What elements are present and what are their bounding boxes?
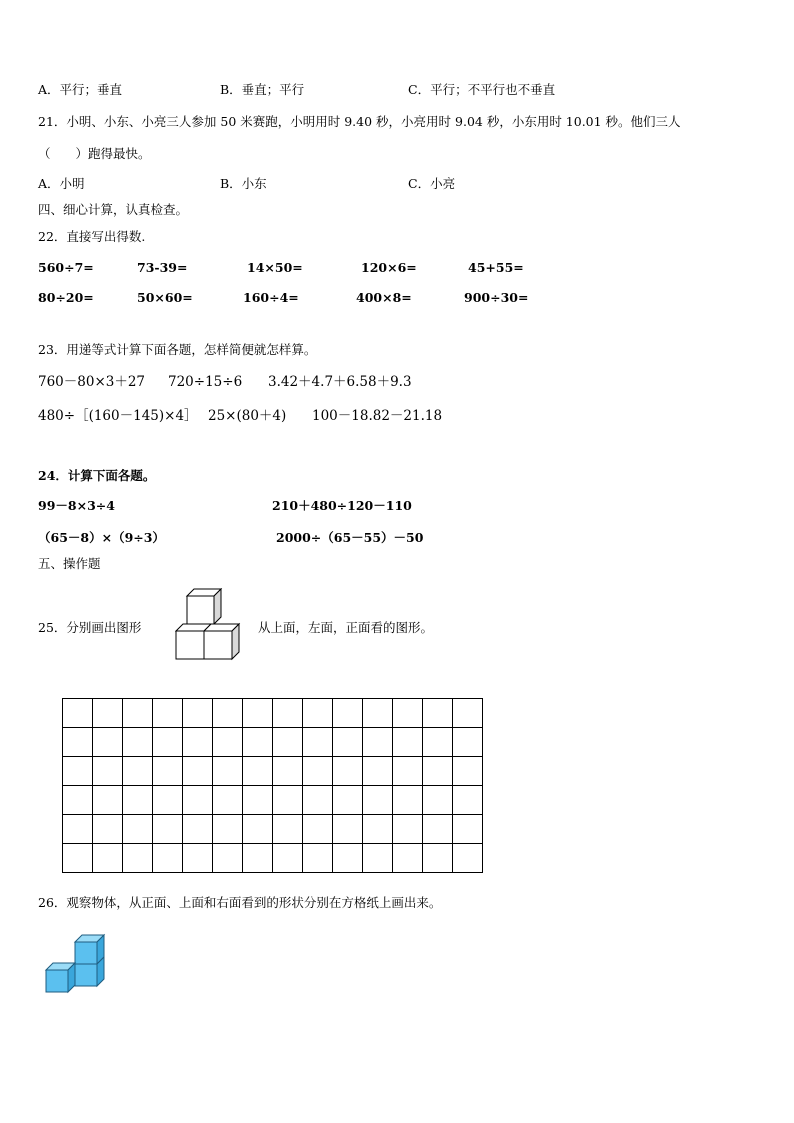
- q22-item: 900÷30=: [464, 290, 529, 305]
- grid-cell[interactable]: [153, 786, 183, 815]
- grid-cell[interactable]: [243, 844, 273, 873]
- grid-row: [63, 728, 483, 757]
- grid-cell[interactable]: [93, 699, 123, 728]
- grid-cell[interactable]: [213, 786, 243, 815]
- q20-option-a: A．平行；垂直: [38, 82, 123, 97]
- q22-item: 73-39=: [137, 260, 188, 275]
- grid-cell[interactable]: [393, 728, 423, 757]
- grid-cell[interactable]: [423, 757, 453, 786]
- grid-cell[interactable]: [153, 815, 183, 844]
- q23-item: 3.42＋4.7＋6.58＋9.3: [268, 374, 412, 390]
- grid-cell[interactable]: [333, 728, 363, 757]
- grid-cell[interactable]: [183, 757, 213, 786]
- grid-cell[interactable]: [63, 844, 93, 873]
- grid-cell[interactable]: [63, 699, 93, 728]
- q21-option-a: A．小明: [38, 176, 85, 191]
- grid-cell[interactable]: [213, 699, 243, 728]
- grid-cell[interactable]: [183, 815, 213, 844]
- grid-row: [63, 786, 483, 815]
- grid-cell[interactable]: [63, 815, 93, 844]
- grid-cell[interactable]: [453, 757, 483, 786]
- grid-cell[interactable]: [333, 844, 363, 873]
- grid-cell[interactable]: [453, 786, 483, 815]
- grid-cell[interactable]: [153, 728, 183, 757]
- grid-cell[interactable]: [393, 757, 423, 786]
- q23-item: 760－80×3＋27: [38, 374, 146, 390]
- grid-cell[interactable]: [243, 815, 273, 844]
- section-4-heading: 四、细心计算，认真检查。: [38, 202, 189, 217]
- grid-cell[interactable]: [213, 757, 243, 786]
- grid-cell[interactable]: [183, 844, 213, 873]
- grid-cell[interactable]: [123, 786, 153, 815]
- grid-cell[interactable]: [243, 699, 273, 728]
- grid-cell[interactable]: [423, 786, 453, 815]
- q22-item: 560÷7=: [38, 260, 94, 275]
- drawing-grid[interactable]: [62, 698, 483, 873]
- grid-cell[interactable]: [63, 786, 93, 815]
- grid-cell[interactable]: [303, 844, 333, 873]
- q22-item: 160÷4=: [243, 290, 299, 305]
- grid-cell[interactable]: [363, 786, 393, 815]
- grid-cell[interactable]: [93, 786, 123, 815]
- grid-cell[interactable]: [63, 757, 93, 786]
- grid-cell[interactable]: [183, 728, 213, 757]
- q20-option-c: C．平行；不平行也不垂直: [408, 82, 556, 97]
- grid-cell[interactable]: [303, 815, 333, 844]
- q24-title: 24．计算下面各题。: [38, 468, 156, 483]
- q22-title: 22．直接写出得数.: [38, 229, 146, 244]
- q24-item: （65－8）×（9÷3）: [38, 530, 165, 545]
- grid-cell[interactable]: [423, 844, 453, 873]
- grid-cell[interactable]: [423, 815, 453, 844]
- q23-title: 23．用递等式计算下面各题，怎样简便就怎样算。: [38, 342, 317, 357]
- grid-cell[interactable]: [453, 728, 483, 757]
- section-5-heading: 五、操作题: [38, 556, 101, 571]
- q22-item: 14×50=: [247, 260, 303, 275]
- q21-text-line2: （ ）跑得最快。: [38, 146, 151, 161]
- grid-cell[interactable]: [123, 815, 153, 844]
- q24-item: 99－8×3÷4: [38, 498, 115, 513]
- grid-cell[interactable]: [273, 728, 303, 757]
- grid-cell[interactable]: [93, 815, 123, 844]
- q23-item: 720÷15÷6: [168, 374, 243, 390]
- grid-cell[interactable]: [213, 844, 243, 873]
- grid-cell[interactable]: [333, 699, 363, 728]
- grid-cell[interactable]: [273, 699, 303, 728]
- q21-option-b: B．小东: [220, 176, 267, 191]
- grid-cell[interactable]: [453, 699, 483, 728]
- q25-prefix: 25．分别画出图形: [38, 620, 142, 635]
- q26-blue-cube-figure: [43, 933, 107, 995]
- grid-cell[interactable]: [453, 815, 483, 844]
- grid-cell[interactable]: [123, 844, 153, 873]
- grid-cell[interactable]: [153, 844, 183, 873]
- grid-cell[interactable]: [303, 699, 333, 728]
- grid-cell[interactable]: [363, 728, 393, 757]
- grid-cell[interactable]: [183, 699, 213, 728]
- grid-cell[interactable]: [63, 728, 93, 757]
- q22-item: 120×6=: [361, 260, 417, 275]
- q20-option-b: B．垂直；平行: [220, 82, 305, 97]
- grid-row: [63, 757, 483, 786]
- grid-cell[interactable]: [273, 815, 303, 844]
- grid-cell[interactable]: [273, 757, 303, 786]
- grid-cell[interactable]: [123, 699, 153, 728]
- grid-cell[interactable]: [363, 844, 393, 873]
- grid-cell[interactable]: [363, 757, 393, 786]
- grid-cell[interactable]: [423, 728, 453, 757]
- q26-title: 26．观察物体，从正面、上面和右面看到的形状分别在方格纸上画出来。: [38, 895, 442, 910]
- grid-cell[interactable]: [333, 757, 363, 786]
- grid-cell[interactable]: [243, 728, 273, 757]
- q23-item: 480÷［(160－145)×4］: [38, 408, 198, 424]
- grid-cell[interactable]: [333, 815, 363, 844]
- grid-cell[interactable]: [93, 728, 123, 757]
- q23-item: 100－18.82－21.18: [312, 408, 443, 424]
- grid-cell[interactable]: [393, 786, 423, 815]
- q23-item: 25×(80＋4): [208, 408, 287, 424]
- q24-item: 210＋480÷120－110: [272, 498, 412, 513]
- grid-cell[interactable]: [93, 844, 123, 873]
- grid-cell[interactable]: [393, 844, 423, 873]
- grid-cell[interactable]: [423, 699, 453, 728]
- grid-cell[interactable]: [303, 786, 333, 815]
- grid-cell[interactable]: [273, 786, 303, 815]
- q21-option-c: C．小亮: [408, 176, 456, 191]
- grid-cell[interactable]: [393, 699, 423, 728]
- grid-cell[interactable]: [93, 757, 123, 786]
- grid-cell[interactable]: [123, 728, 153, 757]
- q22-item: 80÷20=: [38, 290, 94, 305]
- grid-cell[interactable]: [453, 844, 483, 873]
- q25-suffix: 从上面，左面，正面看的图形。: [258, 620, 434, 635]
- grid-cell[interactable]: [363, 815, 393, 844]
- grid-cell[interactable]: [213, 728, 243, 757]
- grid-row: [63, 844, 483, 873]
- grid-cell[interactable]: [363, 699, 393, 728]
- q21-text-line1: 21．小明、小东、小亮三人参加 50 米赛跑，小明用时 9.40 秒，小亮用时 9.04 秒，小东用时 10.01 秒。他们三人: [38, 114, 681, 129]
- grid-row: [63, 815, 483, 844]
- grid-cell[interactable]: [393, 815, 423, 844]
- grid-cell[interactable]: [213, 815, 243, 844]
- grid-cell[interactable]: [153, 757, 183, 786]
- grid-cell[interactable]: [333, 786, 363, 815]
- grid-cell[interactable]: [303, 728, 333, 757]
- q25-cube-figure: [175, 588, 245, 662]
- grid-cell[interactable]: [183, 786, 213, 815]
- q22-item: 400×8=: [356, 290, 412, 305]
- grid-cell[interactable]: [243, 757, 273, 786]
- grid-row: [63, 699, 483, 728]
- grid-cell[interactable]: [303, 757, 333, 786]
- q22-item: 45+55=: [468, 260, 524, 275]
- grid-cell[interactable]: [153, 699, 183, 728]
- grid-cell[interactable]: [273, 844, 303, 873]
- grid-cell[interactable]: [243, 786, 273, 815]
- q24-item: 2000÷（65－55）－50: [276, 530, 424, 545]
- q22-item: 50×60=: [137, 290, 193, 305]
- grid-cell[interactable]: [123, 757, 153, 786]
